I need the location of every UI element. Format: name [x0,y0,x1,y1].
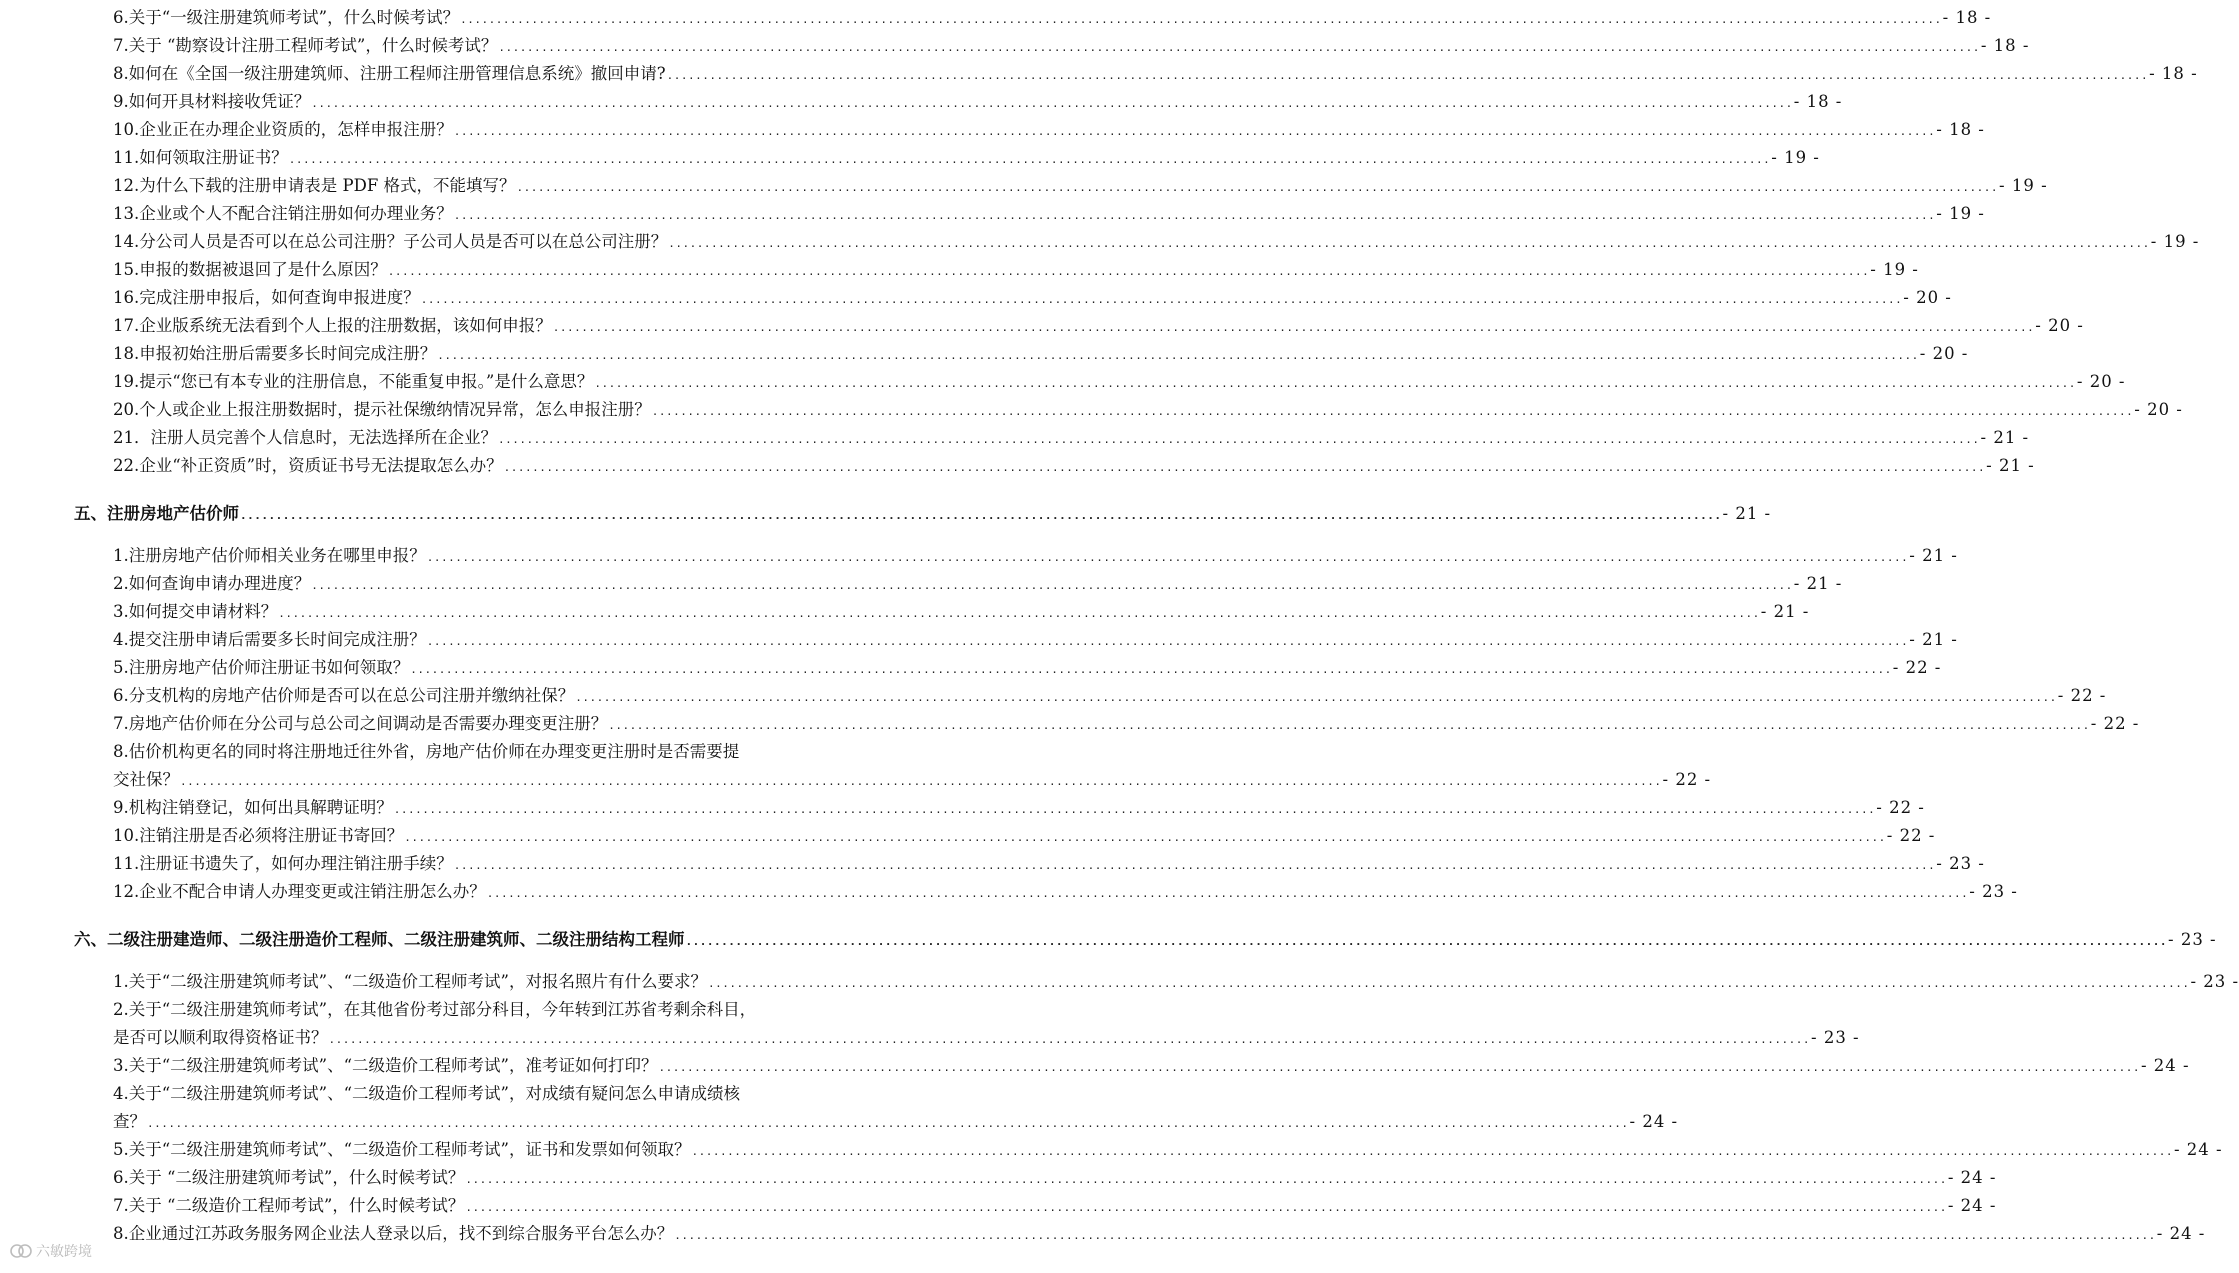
page-number: - 22 - [1876,798,1925,817]
leader-dots [498,429,1980,451]
toc-entry-title: 2.如何查询申请办理进度？ [113,574,311,593]
page-number: - 19 - [1936,204,1985,223]
toc-entry-title: 22.企业“补正资质”时，资质证书号无法提取怎么办？ [113,456,503,475]
toc-entry-title: 5.关于“二级注册建筑师考试”、“二级造价工程师考试”，证书和发票如何领取？ [113,1140,691,1159]
page-number: - 23 - [2168,930,2217,949]
page-number: - 22 - [1886,826,1936,845]
toc-section-heading[interactable] [74,503,1772,525]
page-number: - 20 - [1919,344,1969,363]
toc-entry[interactable] [113,685,2107,707]
page-number: - 18 - [1936,120,1985,139]
toc-entry[interactable] [113,1223,2206,1245]
leader-dots [388,261,1870,283]
leader-dots [289,149,1771,171]
toc-entry[interactable] [113,1111,1679,1133]
toc-entry-title: 10.注销注册是否必须将注册证书寄回？ [113,826,404,845]
page-number: - 21 - [1760,602,1810,621]
toc-entry-title: 6.关于“一级注册建筑师考试”，什么时候考试？ [113,8,460,27]
leader-dots [311,575,1793,597]
toc-entry-title: 14.分公司人员是否可以在总公司注册？子公司人员是否可以在总公司注册？ [113,232,668,251]
toc-entry[interactable] [113,657,1942,679]
page-number: - 21 - [1980,428,2030,447]
page-number: - 19 - [2150,232,2200,251]
toc-entry[interactable] [113,35,2030,57]
toc-entry-line[interactable]: 2.关于“二级注册建筑师考试”，在其他省份考过部分科目，今年转到江苏省考剩余科目， [113,1000,757,1019]
toc-entry[interactable] [113,399,2183,421]
toc-entry-title: 21．注册人员完善个人信息时，无法选择所在企业？ [113,428,497,447]
toc-entry-title: 15.申报的数据被退回了是什么原因？ [113,260,387,279]
toc-entry-title: 7.关于 “勘察设计注册工程师考试”，什么时候考试？ [113,36,498,55]
toc-entry[interactable] [113,601,1810,623]
toc-entry[interactable] [113,1139,2223,1161]
toc-entry[interactable] [113,147,1820,169]
toc-entry[interactable] [113,371,2126,393]
leader-dots [575,687,2057,709]
leader-dots [180,771,1662,793]
watermark [10,1241,92,1261]
leader-dots [608,715,2090,737]
toc-entry-title: 1.关于“二级注册建筑师考试”、“二级造价工程师考试”，对报名照片有什么要求？ [113,972,707,991]
page-number: - 18 - [1942,8,1992,27]
page-number: - 20 - [2134,400,2183,419]
page-number: - 21 - [1909,546,1958,565]
toc-entry[interactable] [113,1027,1860,1049]
toc-entry[interactable] [113,343,1969,365]
toc-entry-title: 8.如何在《全国一级注册建筑师、注册工程师注册管理信息系统》撤回申请? [113,64,666,83]
section-title: 六、二级注册建造师、二级注册造价工程师、二级注册建筑师、二级注册结构工程师 [74,930,685,949]
toc-entry[interactable] [113,63,2198,85]
page-number: - 20 - [2076,372,2126,391]
toc-entry-title: 查？ [113,1112,146,1131]
toc-entry[interactable] [113,881,2018,903]
leader-dots [667,65,2149,87]
page-number: - 22 - [1892,658,1942,677]
leader-dots [691,1141,2173,1163]
toc-entry-title: 1.注册房地产估价师相关业务在哪里申报？ [113,546,426,565]
leader-dots [674,1225,2156,1247]
toc-entry-title: 8.企业通过江苏政务服务网企业法人登录以后，找不到综合服务平台怎么办？ [113,1224,674,1243]
toc-entry[interactable] [113,7,1992,29]
toc-entry[interactable] [113,287,1952,309]
toc-entry[interactable] [113,203,1985,225]
page-number: - 21 - [1909,630,1958,649]
toc-entry-title: 7.房地产估价师在分公司与总公司之间调动是否需要办理变更注册？ [113,714,608,733]
toc-entry-title: 18.申报初始注册后需要多长时间完成注册？ [113,344,437,363]
leader-dots [454,855,1936,877]
toc-entry-title: 10.企业正在办理企业资质的，怎样申报注册？ [113,120,453,139]
page-number: - 24 - [2156,1224,2206,1243]
toc-entry-title: 20.个人或企业上报注册数据时，提示社保缴纳情况异常，怎么申报注册？ [113,400,651,419]
toc-entry[interactable] [113,259,1919,281]
toc-entry-title: 11.注册证书遗失了，如何办理注销注册手续？ [113,854,453,873]
toc-entry-title: 17.企业版系统无法看到个人上报的注册数据，该如何申报？ [113,316,552,335]
page-number: - 19 - [1771,148,1820,167]
leader-dots [147,1113,1629,1135]
page-number: - 22 - [1662,770,1712,789]
leader-dots [652,401,2134,423]
leader-dots [311,93,1793,115]
toc-entry[interactable] [113,629,1958,651]
toc-entry-title: 12.为什么下载的注册申请表是 PDF 格式，不能填写？ [113,176,516,195]
toc-entry[interactable] [113,231,2200,253]
leader-dots [427,547,1909,569]
page-number: - 20 - [2035,316,2084,335]
toc-entry-line[interactable]: 8.估价机构更名的同时将注册地迁往外省，房地产估价师在办理变更注册时是否需要提 [113,742,740,761]
leader-dots [465,1197,1947,1219]
page-number: - 20 - [1903,288,1952,307]
leader-dots [460,9,1942,31]
page-number: - 23 - [1936,854,1985,873]
page-number: - 24 - [1947,1168,1997,1187]
toc-entry-title: 19.提示“您已有本专业的注册信息，不能重复申报。”是什么意思？ [113,372,594,391]
leader-dots [410,659,1892,681]
leader-dots [594,373,2076,395]
leader-dots [421,289,1903,311]
toc-entry-title: 7.关于 “二级造价工程师考试”，什么时候考试？ [113,1196,465,1215]
leader-dots [329,1029,1811,1051]
toc-entry[interactable] [113,1195,1997,1217]
leader-dots [465,1169,1947,1191]
toc-entry[interactable] [113,315,2084,337]
page-number: - 19 - [1999,176,2048,195]
toc-entry[interactable] [113,713,2140,735]
toc-entry-title: 16.完成注册申报后，如何查询申报进度？ [113,288,420,307]
toc-entry-title: 3.如何提交申请材料？ [113,602,278,621]
toc-entry[interactable] [113,119,1985,141]
toc-entry-title: 4.提交注册申请后需要多长时间完成注册？ [113,630,426,649]
page-number: - 19 - [1870,260,1919,279]
page-number: - 24 - [2173,1140,2223,1159]
page-number: - 24 - [1629,1112,1679,1131]
toc-entry-title: 5.注册房地产估价师注册证书如何领取？ [113,658,410,677]
section-title: 五、注册房地产估价师 [74,504,239,523]
leader-dots [454,205,1936,227]
toc-section-heading[interactable] [74,929,2217,951]
page-number: - 18 - [1793,92,1843,111]
toc-entry-title: 12.企业不配合申请人办理变更或注销注册怎么办？ [113,882,486,901]
toc-entry[interactable] [113,175,2048,197]
toc-entry-title: 13.企业或个人不配合注销注册如何办理业务？ [113,204,453,223]
page-number: - 22 - [2057,686,2107,705]
toc-entry[interactable] [113,853,1985,875]
leader-dots [553,317,2035,339]
leader-dots [658,1057,2140,1079]
toc-entry[interactable] [113,769,1712,791]
page-number: - 24 - [2140,1056,2190,1075]
toc-entry[interactable] [113,427,2030,449]
page-number: - 21 - [1986,456,2035,475]
leader-dots [394,799,1876,821]
toc-entry[interactable] [113,545,1958,567]
leader-dots [454,121,1936,143]
watermark-text: 六敏跨境 [36,1244,92,1260]
page-number: - 18 - [1980,36,2030,55]
toc-entry[interactable] [113,797,1925,819]
page-number: - 21 - [1722,504,1772,523]
toc-entry[interactable] [113,1055,2190,1077]
toc-entry-title: 11.如何领取注册证书？ [113,148,288,167]
toc-entry[interactable] [113,455,2035,477]
leader-dots [708,973,2190,995]
toc-entry[interactable] [113,971,2239,993]
page-number: - 22 - [2090,714,2140,733]
toc-entry-title: 9.机构注销登记，如何出具解聘证明？ [113,798,393,817]
toc-entry[interactable] [113,825,1936,847]
toc-entry[interactable] [113,91,1843,113]
toc-entry-title: 交社保？ [113,770,179,789]
leader-dots [517,177,1999,199]
leader-dots [686,931,2168,953]
page-number: - 23 - [1969,882,2018,901]
toc-entry-title: 6.分支机构的房地产估价师是否可以在总公司注册并缴纳社保？ [113,686,575,705]
page-number: - 23 - [1811,1028,1860,1047]
leader-dots [240,505,1722,527]
toc-entry-title: 3.关于“二级注册建筑师考试”、“二级造价工程师考试”，准考证如何打印？ [113,1056,658,1075]
toc-entry-title: 6.关于 “二级注册建筑师考试”，什么时候考试？ [113,1168,465,1187]
toc-entry-title: 是否可以顺利取得资格证书？ [113,1028,328,1047]
leader-dots [278,603,1760,625]
toc-entry-title: 9.如何开具材料接收凭证？ [113,92,311,111]
leader-dots [437,345,1919,367]
page-number: - 18 - [2149,64,2198,83]
leader-dots [487,883,1969,905]
leader-dots [504,457,1986,479]
leader-dots [404,827,1886,849]
page-number: - 23 - [2190,972,2239,991]
toc-entry[interactable] [113,573,1843,595]
page-number: - 21 - [1793,574,1843,593]
page-number: - 24 - [1947,1196,1997,1215]
toc-entry-line[interactable]: 4.关于“二级注册建筑师考试”、“二级造价工程师考试”，对成绩有疑问怎么申请成绩核 [113,1084,740,1103]
toc-entry[interactable] [113,1167,1997,1189]
leader-dots [668,233,2150,255]
leader-dots [498,37,1980,59]
leader-dots [427,631,1909,653]
watermark-logo-icon [10,1242,32,1260]
